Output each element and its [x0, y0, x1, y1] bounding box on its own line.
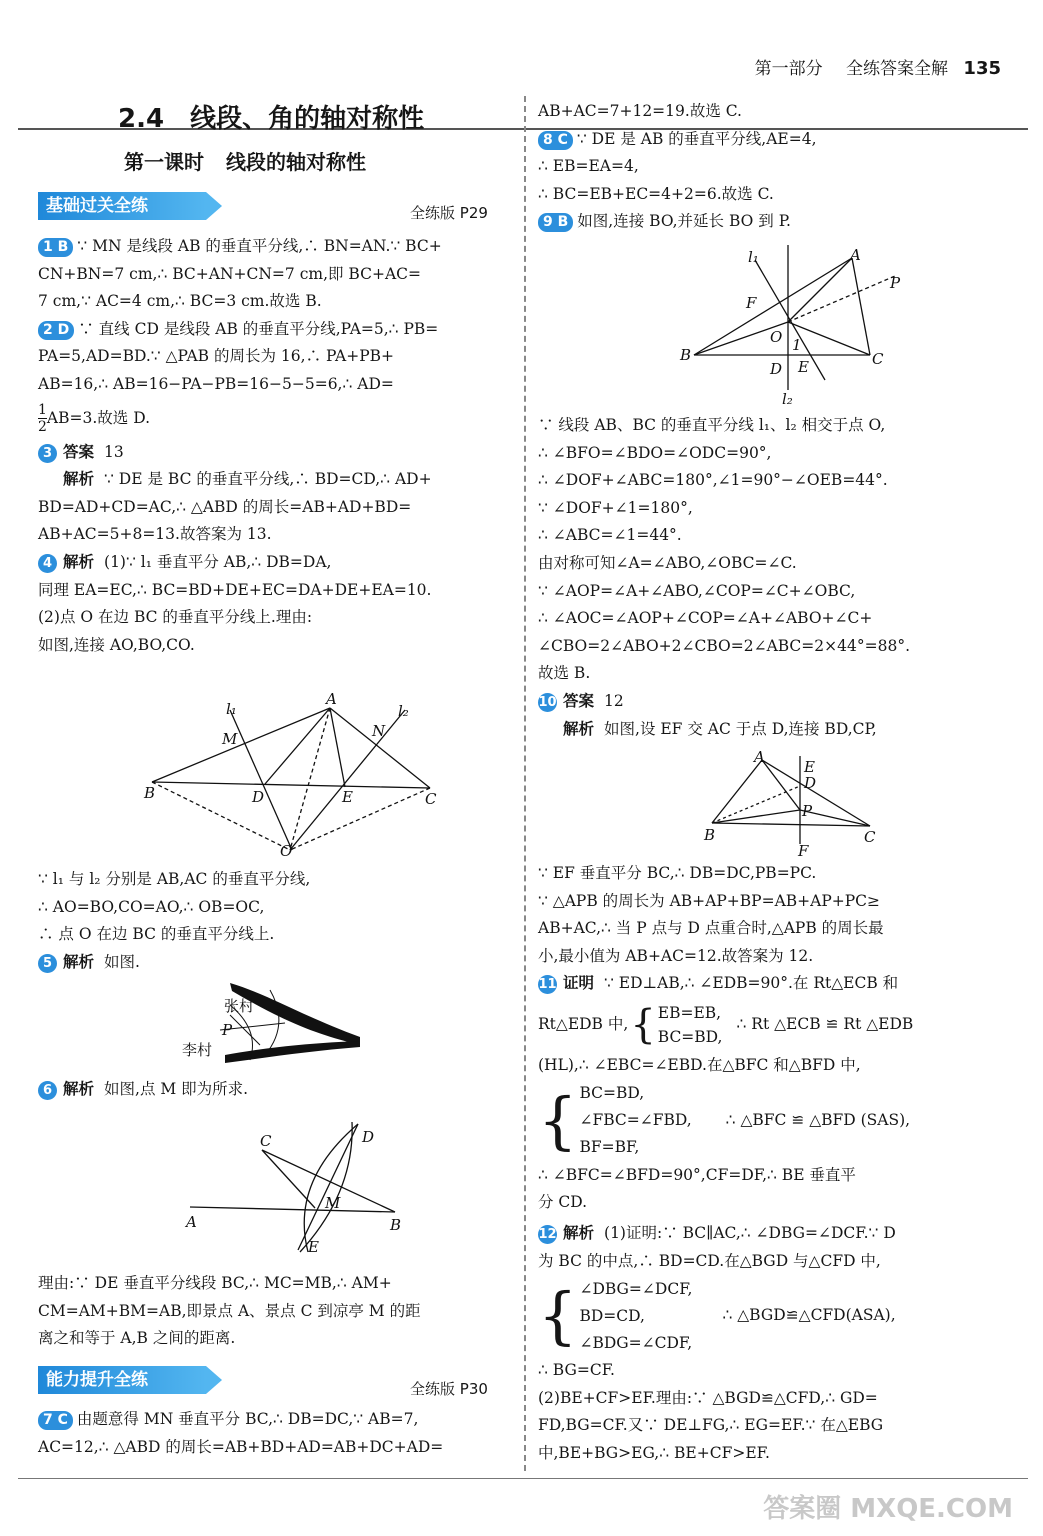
keyword-label: 答案: [563, 691, 595, 710]
text-line: [538, 633, 1008, 661]
text-line: [38, 439, 510, 467]
proof11-line2: (HL),∴ ∠EBC=∠EBD.在△BFC 和△BFD 中,: [538, 1056, 861, 1074]
svg-text:C: C: [872, 350, 884, 368]
brace-12: {: [538, 1279, 578, 1353]
proof11-sys2post: ∴ △BFC ≌ △BFD (SAS),: [725, 1110, 911, 1129]
svg-text:M: M: [222, 730, 238, 748]
brace-11b: {: [538, 1083, 578, 1157]
proof11-line4: 分 CD.: [538, 1193, 588, 1212]
proof12-line5: FD,BG=CF.又∵ DE⊥FG,∴ EG=EF.∵ 在△EBG: [538, 1416, 884, 1435]
line-text: 如图.: [104, 952, 140, 971]
right-block-1: [538, 98, 1008, 236]
text-line: [38, 399, 510, 439]
line-text: AC=12,∴ △ABD 的周长=AB+BD+AD=AB+DC+AD=: [38, 1437, 444, 1456]
lesson-name: 线段的轴对称性: [226, 150, 366, 174]
line-text: CM=AM+BM=AB,即景点 A、景点 C 到凉亭 M 的距: [38, 1301, 421, 1320]
text-line: [38, 577, 510, 605]
text-line: [538, 153, 1008, 181]
svg-text:D: D: [804, 774, 817, 792]
svg-text:E: E: [804, 758, 815, 776]
text-line: [538, 522, 1008, 550]
line-text: ∴ EB=EA=4,: [538, 157, 639, 176]
sys12-eq2: BD=CD,: [579, 1306, 645, 1325]
text-line: [538, 716, 1008, 744]
page-number: 135: [963, 58, 1001, 79]
text-line: [538, 688, 1008, 716]
line-text: ∴ ∠BFO=∠BDO=∠ODC=90°,: [538, 443, 772, 462]
footer-rule: [18, 1478, 1028, 1479]
line-text: 7 cm,∵ AC=4 cm,∴ BC=3 cm.故选 B.: [38, 292, 322, 311]
left-block-5: [38, 1406, 510, 1461]
text-line: [538, 126, 1008, 154]
text-line: [38, 1406, 510, 1434]
line-text: ∵ ∠DOF+∠1=180°,: [538, 498, 693, 517]
line-text: AB+AC=7+12=19.故选 C.: [538, 102, 742, 120]
column-divider: [524, 96, 526, 1471]
text-line: [38, 604, 510, 632]
question-badge: 2 D: [38, 321, 74, 340]
proof12-head: (1)证明:∵ BC∥AC,∴ ∠DBG=∠DCF.∵ D: [604, 1224, 896, 1242]
line-text: 离之和等于 A,B 之间的距离.: [38, 1329, 236, 1348]
section-number: 2.4: [118, 104, 165, 134]
line-text: 如图,连接 AO,BO,CO.: [38, 635, 195, 654]
question-number: 10: [538, 694, 557, 710]
figure-5: [170, 975, 380, 1067]
svg-text:D: D: [252, 788, 265, 806]
svg-text:B: B: [704, 826, 716, 844]
banner-basic-ref: 全练版 P29: [410, 204, 488, 222]
fraction-denominator: 2: [38, 419, 47, 436]
item-12-kw: 解析: [563, 1224, 595, 1242]
banner-basic-text: 基础过关全练: [46, 196, 148, 216]
text-line: [538, 495, 1008, 523]
right-block-3: [538, 860, 1008, 998]
keyword-label: 证明: [563, 974, 595, 993]
line-text: ∵ 直线 CD 是线段 AB 的垂直平分线,PA=5,∴ PB=: [78, 319, 439, 338]
text-line: [538, 181, 1008, 209]
text-line: [38, 1298, 510, 1326]
svg-text:1: 1: [792, 336, 802, 354]
svg-text:l₂: l₂: [782, 390, 793, 408]
question-number: 5: [38, 954, 57, 973]
line-text: AB=16,∴ AB=16−PA−PB=16−5−5=6,∴ AD=: [38, 374, 394, 393]
line-text: PA=5,AD=BD.∵ △PAB 的周长为 16,∴ PA+PB+: [38, 347, 395, 366]
banner-basic: [38, 192, 206, 220]
svg-text:D: D: [362, 1128, 375, 1146]
text-line: [38, 371, 510, 399]
fig5-label-zhang: 张村: [224, 997, 255, 1015]
text-line: [538, 888, 1008, 916]
text-line: [38, 866, 510, 894]
sys1-eq1: EB=EB,: [657, 1004, 722, 1022]
svg-text:A: A: [186, 1213, 197, 1231]
text-line: [38, 549, 510, 577]
line-text: 12: [604, 691, 624, 710]
figure-9: [670, 240, 910, 410]
figure-4: [130, 690, 450, 860]
line-text: 故选 B.: [538, 664, 591, 683]
keyword-label: 解析: [63, 470, 95, 489]
question-number: 11: [538, 977, 557, 993]
line-text: ∵ DE 是 AB 的垂直平分线,AE=4,: [576, 129, 817, 148]
text-line: [538, 98, 1008, 126]
line-text: 如图,点 M 即为所求.: [104, 1080, 249, 1098]
sys2-eq1: BC=BD,: [579, 1084, 645, 1103]
svg-text:B: B: [390, 1216, 402, 1234]
line-text: ∵ MN 是线段 AB 的垂直平分线,∴ BN=AN.∵ BC+: [77, 237, 442, 255]
text-line: [38, 894, 510, 922]
line-text: ∵ ∠AOP=∠A+∠ABO,∠COP=∠C+∠OBC,: [538, 581, 856, 600]
svg-text:C: C: [260, 1132, 272, 1150]
header-title: 全练答案全解: [846, 59, 949, 79]
proof11-post: ∴ Rt △ECB ≌ Rt △EDB: [736, 1015, 914, 1034]
svg-text:P: P: [890, 274, 901, 292]
proof12-syspost: ∴ △BGD≌△CFD(ASA),: [722, 1306, 896, 1325]
line-text: ∴ 点 O 在边 BC 的垂直平分线上.: [38, 925, 275, 944]
line-text: 如图,连接 BO,并延长 BO 到 P.: [577, 212, 791, 231]
text-line: [38, 343, 510, 371]
figure-6: [180, 1112, 410, 1262]
text-line: [38, 494, 510, 522]
text-line: [538, 208, 1008, 236]
question-number: 3: [38, 444, 57, 463]
proof12-line6: 中,BE+BG>EG,∴ BE+CF>EF.: [538, 1443, 770, 1462]
line-text: ∵ DE 是 BC 的垂直平分线,∴ BD=CD,∴ AD+: [104, 470, 432, 489]
line-text: 如图,设 EF 交 AC 于点 D,连接 BD,CP,: [604, 719, 877, 738]
line-text: 小,最小值为 AB+AC=12.故答案为 12.: [538, 946, 814, 965]
brace-11a: {: [630, 1002, 656, 1048]
text-line: [538, 970, 1008, 998]
svg-text:l₂: l₂: [398, 702, 409, 720]
line-text: ∴ ∠DOF+∠ABC=180°,∠1=90°−∠OEB=44°.: [538, 471, 888, 490]
keyword-label: 解析: [563, 719, 595, 738]
line-text: ∵ ED⊥AB,∴ ∠EDB=90°.在 Rt△ECB 和: [604, 974, 899, 993]
banner-advanced-ref: 全练版 P30: [410, 1380, 488, 1398]
svg-text:F: F: [746, 294, 757, 312]
question-badge: 7 C: [38, 1411, 73, 1430]
question-number: 4: [38, 554, 57, 573]
proof12-line3: ∴ BG=CF.: [538, 1361, 615, 1380]
text-line: [38, 316, 510, 344]
text-line: [538, 440, 1008, 468]
line-text: 同理 EA=EC,∴ BC=BD+DE+EC=DA+DE+EA=10.: [38, 580, 432, 599]
fraction-numerator: 1: [38, 402, 47, 419]
svg-text:l₁: l₁: [226, 700, 237, 718]
line-text: 理由:∵ DE 垂直平分线段 BC,∴ MC=MB,∴ AM+: [38, 1274, 392, 1292]
svg-text:B: B: [144, 784, 156, 802]
section-name: 线段、角的轴对称性: [190, 104, 425, 134]
line-text: AB+AC,∴ 当 P 点与 D 点重合时,△APB 的周长最: [538, 919, 884, 938]
text-line: [38, 949, 510, 977]
keyword-label: 解析: [63, 1080, 95, 1098]
text-line: [38, 288, 510, 316]
question-badge: 1 B: [38, 238, 73, 257]
sys2-eq3: BF=BF,: [579, 1138, 640, 1157]
left-block-1: [38, 233, 510, 659]
page-header: [755, 54, 1001, 79]
left-block-2: [38, 866, 510, 976]
svg-text:E: E: [798, 358, 809, 376]
banner-advanced: [38, 1366, 206, 1394]
text-line: [538, 412, 1008, 440]
svg-text:P: P: [802, 802, 813, 820]
line-text: (1)∵ l₁ 垂直平分 AB,∴ DB=DA,: [104, 552, 332, 571]
lesson-title: [124, 146, 366, 175]
svg-text:l₁: l₁: [748, 248, 759, 266]
proof11-pre: Rt△EDB 中,: [538, 1015, 629, 1034]
svg-text:F: F: [798, 842, 809, 858]
line-text: 由对称可知∠A=∠ABO,∠OBC=∠C.: [538, 553, 797, 572]
banner-advanced-text: 能力提升全练: [46, 1370, 148, 1390]
text-line: [538, 467, 1008, 495]
proof12-line4: (2)BE+CF>EF.理由:∵ △BGD≌△CFD,∴ GD=: [538, 1388, 878, 1407]
proof12-line2: 为 BC 的中点,∴ BD=CD.在△BGD 与△CFD 中,: [538, 1251, 881, 1270]
question-badge: 9 B: [538, 213, 573, 232]
line-text: BD=AD+CD=AC,∴ △ABD 的周长=AB+AD+BD=: [38, 497, 412, 516]
text-line: [538, 605, 1008, 633]
section-title: [118, 98, 424, 135]
sys12-eq3: ∠BDG=∠CDF,: [579, 1333, 693, 1352]
line-text: ∴ ∠ABC=∠1=44°.: [538, 526, 682, 545]
sys2-eq2: ∠FBC=∠FBD,: [579, 1111, 692, 1130]
text-line: [538, 860, 1008, 888]
lesson-label: 第一课时: [124, 150, 204, 174]
line-text: ∴ BC=EB+EC=4+2=6.故选 C.: [538, 184, 774, 203]
svg-text:M: M: [325, 1194, 341, 1212]
keyword-label: 解析: [63, 952, 95, 971]
text-line: [38, 1076, 510, 1104]
question-number: 6: [38, 1081, 57, 1100]
text-line: [38, 1270, 510, 1298]
svg-text:D: D: [770, 360, 783, 378]
left-block-4: [38, 1270, 510, 1353]
item-12-badge: 12: [538, 1227, 557, 1242]
line-text: 由题意得 MN 垂直平分 BC,∴ DB=DC,∵ AB=7,: [76, 1410, 419, 1428]
text-line: [38, 233, 510, 261]
line-text: AB=3.故选 D.: [46, 408, 151, 427]
text-line: [38, 261, 510, 289]
text-line: [538, 660, 1008, 688]
line-text: ∴ AO=BO,CO=AO,∴ OB=OC,: [38, 897, 265, 916]
proof-12: [538, 1220, 1008, 1468]
line-text: ∴ ∠AOC=∠AOP+∠COP=∠A+∠ABO+∠C+: [538, 609, 873, 628]
sys1-eq2: BC=BD,: [657, 1028, 723, 1046]
svg-text:E: E: [342, 788, 353, 806]
left-block-3: [38, 1076, 510, 1104]
svg-text:E: E: [308, 1238, 319, 1256]
svg-text:O: O: [280, 842, 293, 860]
proof-11: [538, 998, 1008, 1217]
right-block-2: [538, 412, 1008, 743]
sys12-eq1: ∠DBG=∠DCF,: [579, 1279, 693, 1298]
text-line: [538, 915, 1008, 943]
svg-text:N: N: [372, 722, 386, 740]
text-line: [38, 1325, 510, 1353]
question-badge: 8 C: [538, 131, 573, 150]
svg-text:A: A: [754, 748, 765, 766]
keyword-label: 答案: [63, 442, 95, 461]
text-line: [38, 921, 510, 949]
line-text: (2)点 O 在边 BC 的垂直平分线上.理由:: [38, 608, 313, 627]
line-text: ∵ △APB 的周长为 AB+AP+BP=AB+AP+PC≥: [538, 891, 881, 910]
svg-text:C: C: [864, 828, 876, 846]
text-line: [38, 1434, 510, 1462]
text-line: [538, 578, 1008, 606]
line-text: AB+AC=5+8=13.故答案为 13.: [38, 525, 272, 544]
line-text: CN+BN=7 cm,∴ BC+AN+CN=7 cm,即 BC+AC=: [38, 264, 421, 283]
text-line: [538, 550, 1008, 578]
svg-text:A: A: [326, 690, 337, 708]
text-line: [538, 943, 1008, 971]
svg-text:A: A: [850, 246, 861, 264]
line-text: ∵ EF 垂直平分 BC,∴ DB=DC,PB=PC.: [538, 864, 817, 882]
line-text: 13: [104, 442, 124, 461]
keyword-label: 解析: [63, 552, 95, 571]
line-text: ∵ 线段 AB、BC 的垂直平分线 l₁、l₂ 相交于点 O,: [538, 416, 886, 434]
svg-text:C: C: [425, 790, 437, 808]
figure-10: [700, 748, 890, 858]
header-part: 第一部分: [754, 59, 823, 79]
line-text: ∠CBO=2∠ABO+2∠CBO=2∠ABC=2×44°=88°.: [538, 636, 910, 655]
fig5-label-li: 李村: [182, 1041, 213, 1059]
fraction: [38, 402, 47, 435]
text-line: [38, 521, 510, 549]
watermark: 答案圈 MXQE.COM: [763, 1494, 1013, 1524]
svg-text:O: O: [770, 328, 783, 346]
proof11-line3: ∴ ∠BFC=∠BFD=90°,CF=DF,∴ BE 垂直平: [538, 1165, 856, 1184]
line-text: ∵ l₁ 与 l₂ 分别是 AB,AC 的垂直平分线,: [38, 870, 311, 888]
text-line: [38, 632, 510, 660]
svg-text:P: P: [222, 1021, 233, 1039]
svg-text:B: B: [680, 346, 692, 364]
text-line: [38, 466, 510, 494]
